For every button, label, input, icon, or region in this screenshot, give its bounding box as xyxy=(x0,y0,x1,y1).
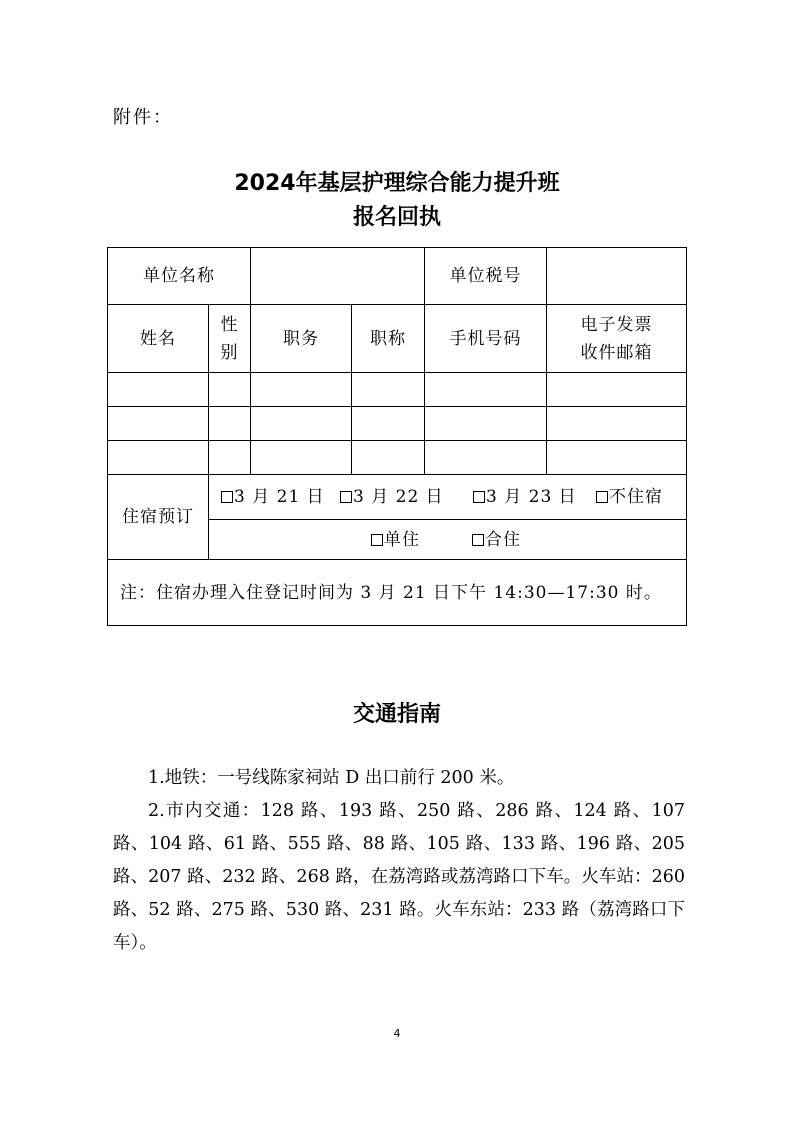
date-option-23[interactable]: 3 月 23 日 xyxy=(473,483,596,511)
date-option-22[interactable]: 3 月 22 日 xyxy=(340,483,473,511)
header-phone: 手机号码 xyxy=(425,305,547,373)
entry-cell[interactable] xyxy=(209,407,251,441)
entry-cell[interactable] xyxy=(209,373,251,407)
unit-name-field[interactable] xyxy=(251,248,425,305)
checkbox-icon xyxy=(371,534,383,546)
entry-cell[interactable] xyxy=(209,441,251,475)
checkbox-icon xyxy=(473,491,485,503)
unit-tax-field[interactable] xyxy=(547,248,687,305)
form-subtitle: 报名回执 xyxy=(352,205,441,230)
entry-cell[interactable] xyxy=(251,407,352,441)
shared-room-option[interactable]: 合住 xyxy=(472,526,521,554)
entry-cell[interactable] xyxy=(547,373,687,407)
checkbox-icon xyxy=(596,491,608,503)
lodging-label: 住宿预订 xyxy=(108,475,209,560)
room-types xyxy=(209,520,687,560)
unit-name-label: 单位名称 xyxy=(108,248,251,305)
entry-cell[interactable] xyxy=(547,407,687,441)
entry-cell[interactable] xyxy=(108,373,209,407)
transport-item-bus: 2.市内交通：128 路、193 路、250 路、286 路、124 路、107 路、104 路、61 路、555 路、88 路、105 路、133 路、196 路、205 路、207 路、232 路、268 路，在荔湾路或荔湾路口下车。火车站：260 路、52 路、275 路、530 路、231 路。火车东站：233 路（荔湾路口下车）。 xyxy=(113,801,685,953)
page-number: 4 xyxy=(393,1027,401,1040)
attachment-label: 附件： xyxy=(113,107,173,128)
header-email-line2: 收件邮箱 xyxy=(580,342,653,363)
entry-cell[interactable] xyxy=(251,373,352,407)
entry-cell[interactable] xyxy=(352,373,425,407)
header-gender-line1: 性 xyxy=(220,314,239,335)
header-position: 职务 xyxy=(251,305,352,373)
checkbox-icon xyxy=(221,491,233,503)
transport-guide xyxy=(113,762,685,960)
header-gender-line2: 别 xyxy=(220,342,239,363)
entry-cell[interactable] xyxy=(108,407,209,441)
unit-tax-label: 单位税号 xyxy=(425,248,547,305)
header-name: 姓名 xyxy=(108,305,209,373)
transport-heading: 交通指南 xyxy=(352,702,441,727)
form-title: 2024年基层护理综合能力提升班 xyxy=(234,171,560,196)
entry-cell[interactable] xyxy=(547,441,687,475)
entry-cell[interactable] xyxy=(352,407,425,441)
entry-cell[interactable] xyxy=(108,441,209,475)
lodging-note: 注：住宿办理入住登记时间为 3 月 21 日下午 14:30—17:30 时。 xyxy=(108,560,687,626)
entry-cell[interactable] xyxy=(352,441,425,475)
header-email-line1: 电子发票 xyxy=(580,314,653,335)
checkbox-icon xyxy=(340,491,352,503)
no-lodging-option[interactable]: 不住宿 xyxy=(596,483,663,511)
lodging-dates xyxy=(209,475,687,520)
entry-cell[interactable] xyxy=(251,441,352,475)
registration-form xyxy=(107,247,687,626)
checkbox-icon xyxy=(472,534,484,546)
single-room-option[interactable]: 单住 xyxy=(371,526,472,554)
entry-cell[interactable] xyxy=(425,441,547,475)
header-title: 职称 xyxy=(352,305,425,373)
transport-item-metro: 1.地铁：一号线陈家祠站 D 出口前行 200 米。 xyxy=(148,768,515,788)
header-gender xyxy=(209,305,251,373)
header-email xyxy=(547,305,687,373)
entry-cell[interactable] xyxy=(425,407,547,441)
entry-cell[interactable] xyxy=(425,373,547,407)
date-option-21[interactable]: 3 月 21 日 xyxy=(221,483,340,511)
